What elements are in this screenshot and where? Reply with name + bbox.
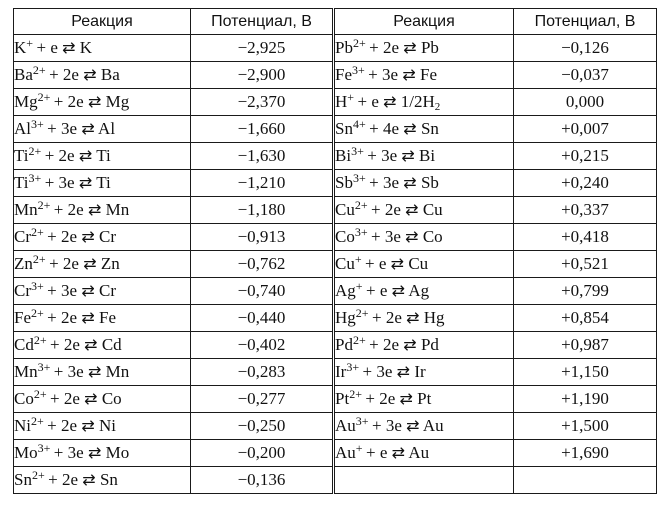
ion-charge: + [26,36,34,50]
product-symbol: Sn [99,470,118,489]
potential-cell: +0,240 [514,170,657,197]
ion-charge: 3+ [37,360,51,374]
ion-charge: 3+ [31,279,44,293]
reaction-cell: Cu+ + e ⇄ Cu [334,251,514,278]
table-row [14,332,657,359]
ion-charge: 2+ [28,144,42,158]
electrode-potentials-table [13,8,657,494]
potential-cell: −1,660 [191,116,334,143]
equilibrium-arrow-icon: ⇄ [383,92,397,111]
reaction-cell: $Cd^{2+} + 2e$ ⇄ Cd [14,332,191,359]
table-row [14,386,657,413]
reaction-cell: $Ir^{3+} + 3e$ ⇄ Ir [334,359,514,386]
product-symbol: Bi [419,146,436,165]
product-symbol: 1/2H [400,92,435,111]
electron-count: e [50,38,58,57]
reaction-cell: $Fe^{2+} + 2e$ ⇄ Fe [14,305,191,332]
empty-cell [514,467,657,494]
product-symbol: Hg [423,308,445,327]
ion-charge: 2+ [33,333,47,347]
electron-count: 3e [385,416,402,435]
reaction-cell: $Au^{3+} + 3e$ ⇄ Au [334,413,514,440]
table-row [14,413,657,440]
potential-cell: −0,136 [191,467,334,494]
ion-symbol: Ti [14,146,29,165]
reaction-cell: $Mn^{2+} + 2e$ ⇄ Mn [14,197,191,224]
potential-cell: +1,500 [514,413,657,440]
reaction-cell: $Sn^{2+} + 2e$ ⇄ Sn [14,467,191,494]
product-symbol: Au [422,416,444,435]
product-symbol: Ni [98,416,116,435]
electron-count: 3e [382,65,399,84]
product-symbol: Pt [417,389,432,408]
ion-symbol: Au [335,416,356,435]
reaction-cell: $Cr^{2+} + 2e$ ⇄ Cr [14,224,191,251]
reaction-cell: K+ + e ⇄ K [14,35,191,62]
ion-charge: 2+ [37,90,51,104]
electron-count: 2e [62,65,79,84]
reaction-cell: $Hg^{2+} + 2e$ ⇄ Hg [334,305,514,332]
potential-cell: +0,337 [514,197,657,224]
product-symbol: Mg [105,92,130,111]
table-row [14,62,657,89]
ion-charge: 2+ [349,387,362,401]
ion-charge: 2+ [354,198,368,212]
reaction-cell: Au+ + e ⇄ Au [334,440,514,467]
ion-symbol: Ir [335,362,347,381]
electron-count: e [371,92,379,111]
potential-cell: −0,740 [191,278,334,305]
potential-cell: −0,200 [191,440,334,467]
potential-cell: +1,150 [514,359,657,386]
reaction-cell: $Pt^{2+} + 2e$ ⇄ Pt [334,386,514,413]
table-row [14,359,657,386]
ion-symbol: Co [14,389,34,408]
product-symbol: Ir [414,362,426,381]
equilibrium-arrow-icon: ⇄ [81,281,95,300]
equilibrium-arrow-icon: ⇄ [405,200,419,219]
potential-cell: −2,370 [191,89,334,116]
potential-cell: +0,007 [514,116,657,143]
ion-charge: 3+ [37,441,51,455]
ion-symbol: Fe [335,65,352,84]
header-reaction-left: Реакция [14,9,191,35]
equilibrium-arrow-icon: ⇄ [399,389,413,408]
product-symbol: Sb [420,173,439,192]
ion-symbol: Ni [14,416,31,435]
product-symbol: K [79,38,93,57]
electron-count: 2e [61,308,78,327]
product-symbol: Mn [105,200,130,219]
ion-symbol: Pt [335,389,350,408]
electron-count: 2e [383,335,400,354]
ion-symbol: Au [335,443,356,462]
table-row [14,89,657,116]
ion-symbol: Mn [14,200,38,219]
product-symbol: Cd [101,335,122,354]
potential-cell: −2,900 [191,62,334,89]
ion-charge: 3+ [31,117,44,131]
potential-cell: +0,799 [514,278,657,305]
ion-symbol: Cr [14,281,31,300]
product-symbol: Cr [98,281,116,300]
ion-symbol: Cd [14,335,34,354]
equilibrium-arrow-icon: ⇄ [81,227,95,246]
equilibrium-arrow-icon: ⇄ [87,362,102,381]
ion-symbol: H [335,92,348,111]
equilibrium-arrow-icon: ⇄ [62,38,76,57]
product-symbol: Zn [100,254,120,273]
equilibrium-arrow-icon: ⇄ [391,281,406,300]
table-row [14,305,657,332]
reaction-cell: $Pd^{2+} + 2e$ ⇄ Pd [334,332,514,359]
reaction-cell: Ag+ + e ⇄ Ag [334,278,514,305]
ion-symbol: Mg [14,92,38,111]
electron-count: 2e [61,227,78,246]
ion-charge: 2+ [352,333,366,347]
ion-charge: 2+ [352,36,366,50]
ion-charge: 2+ [31,414,44,428]
ion-charge: 3+ [355,414,369,428]
product-symbol: Au [408,443,430,462]
electron-count: 3e [67,443,84,462]
electron-count: 2e [63,335,80,354]
equilibrium-arrow-icon: ⇄ [390,254,405,273]
table-row [14,35,657,62]
header-potential-left: Потенциал, В [191,9,334,35]
ion-symbol: Ti [14,173,29,192]
ion-symbol: Fe [14,308,31,327]
ion-symbol: Cu [335,254,355,273]
product-symbol: Ti [96,173,111,192]
product-symbol: Co [101,389,122,408]
potential-cell: +0,215 [514,143,657,170]
electron-count: 2e [383,38,400,57]
reaction-cell: $Zn^{2+} + 2e$ ⇄ Zn [14,251,191,278]
equilibrium-arrow-icon: ⇄ [402,65,416,84]
electron-count: 3e [381,146,398,165]
product-symbol: Ba [100,65,120,84]
table-row [14,278,657,305]
electron-count: 3e [61,119,78,138]
product-symbol: Pd [420,335,439,354]
potential-cell: +0,987 [514,332,657,359]
equilibrium-arrow-icon: ⇄ [391,443,406,462]
ion-symbol: Sb [335,173,353,192]
equilibrium-arrow-icon: ⇄ [81,416,95,435]
ion-charge: + [355,279,363,293]
electron-count: 2e [67,200,84,219]
electron-count: 4e [383,119,400,138]
ion-charge: + [354,252,362,266]
equilibrium-arrow-icon: ⇄ [81,119,95,138]
table-row [14,170,657,197]
electron-count: 3e [384,227,401,246]
header-row [14,9,657,35]
potential-cell: +0,521 [514,251,657,278]
electron-count: 3e [383,173,400,192]
ion-charge: 3+ [354,225,368,239]
product-symbol: Fe [98,308,116,327]
empty-cell [334,467,514,494]
electron-count: 2e [385,308,402,327]
equilibrium-arrow-icon: ⇄ [78,173,93,192]
potential-cell: +0,854 [514,305,657,332]
ion-symbol: Mn [14,362,38,381]
ion-charge: 2+ [37,198,51,212]
electron-count: 2e [379,389,396,408]
ion-symbol: Bi [335,146,352,165]
reaction-cell: $Mo^{3+} + 3e$ ⇄ Mo [14,440,191,467]
reaction-cell: $Fe^{3+} + 3e$ ⇄ Fe [334,62,514,89]
electron-count: e [378,254,387,273]
electron-count: 2e [63,389,80,408]
electron-count: 2e [62,470,79,489]
equilibrium-arrow-icon: ⇄ [82,470,96,489]
ion-charge: 2+ [31,468,45,482]
equilibrium-arrow-icon: ⇄ [84,389,98,408]
ion-charge: 2+ [31,306,44,320]
ion-symbol: Pd [335,335,353,354]
reaction-cell: $Mg^{2+} + 2e$ ⇄ Mg [14,89,191,116]
product-symbol: Fe [419,65,437,84]
reaction-cell: H+ + e ⇄ $1/2H_2$ [334,89,514,116]
table-row [14,224,657,251]
ion-charge: 3+ [352,171,366,185]
reaction-cell: $Al^{3+} + 3e$ ⇄ Al [14,116,191,143]
ion-symbol: Cr [14,227,31,246]
potential-cell: −0,440 [191,305,334,332]
table-row [14,467,657,494]
electron-count: 3e [67,362,84,381]
ion-charge: 2+ [355,306,369,320]
reaction-cell: $Cu^{2+} + 2e$ ⇄ Cu [334,197,514,224]
product-symbol: Sn [420,119,439,138]
equilibrium-arrow-icon: ⇄ [84,335,98,354]
equilibrium-arrow-icon: ⇄ [406,308,420,327]
reaction-cell: $Bi^{3+} + 3e$ ⇄ Bi [334,143,514,170]
potential-cell: −0,762 [191,251,334,278]
potential-cell: −0,283 [191,359,334,386]
potential-cell: +0,418 [514,224,657,251]
table-row [14,143,657,170]
product-symbol: Cr [98,227,116,246]
ion-symbol: Pb [335,38,353,57]
electron-count: 2e [58,146,75,165]
potential-cell: +1,690 [514,440,657,467]
product-symbol: Cu [422,200,443,219]
electron-count: 2e [61,416,78,435]
table-row [14,116,657,143]
reaction-cell: $Ti^{2+} + 2e$ ⇄ Ti [14,143,191,170]
electron-count: 2e [67,92,84,111]
potential-cell: −0,277 [191,386,334,413]
table-row [14,440,657,467]
ion-charge: 2+ [33,387,47,401]
equilibrium-arrow-icon: ⇄ [87,92,102,111]
table-row [14,197,657,224]
reaction-cell: $Sb^{3+} + 3e$ ⇄ Sb [334,170,514,197]
equilibrium-arrow-icon: ⇄ [396,362,411,381]
ion-charge: + [355,441,363,455]
equilibrium-arrow-icon: ⇄ [403,38,417,57]
equilibrium-arrow-icon: ⇄ [401,146,415,165]
ion-symbol: Ag [335,281,356,300]
ion-charge: 2+ [31,225,44,239]
equilibrium-arrow-icon: ⇄ [83,65,97,84]
equilibrium-arrow-icon: ⇄ [83,254,97,273]
potential-cell: −2,925 [191,35,334,62]
equilibrium-arrow-icon: ⇄ [87,443,102,462]
product-symbol: Ag [408,281,430,300]
ion-charge: 2+ [32,252,46,266]
equilibrium-arrow-icon: ⇄ [87,200,102,219]
reaction-cell: $Ba^{2+} + 2e$ ⇄ Ba [14,62,191,89]
electron-count: e [379,443,388,462]
product-symbol: Co [422,227,443,246]
ion-charge: 2+ [32,63,46,77]
ion-symbol: Sn [14,470,32,489]
ion-charge: + [347,90,355,104]
reaction-cell: $Cr^{3+} + 3e$ ⇄ Cr [14,278,191,305]
equilibrium-arrow-icon: ⇄ [403,335,417,354]
potential-cell: 0,000 [514,89,657,116]
product-symbol: Cu [408,254,429,273]
reaction-cell: $Sn^{4+} + 4e$ ⇄ Sn [334,116,514,143]
equilibrium-arrow-icon: ⇄ [78,146,93,165]
potential-cell: −0,126 [514,35,657,62]
ion-charge: 3+ [346,360,360,374]
header-reaction-right: Реакция [334,9,514,35]
reaction-cell: $Ti^{3+} + 3e$ ⇄ Ti [14,170,191,197]
reaction-cell: $Ni^{2+} + 2e$ ⇄ Ni [14,413,191,440]
potential-cell: −0,402 [191,332,334,359]
equilibrium-arrow-icon: ⇄ [406,416,420,435]
potential-cell: −1,630 [191,143,334,170]
potential-cell: −0,913 [191,224,334,251]
product-symbol: Mn [105,362,130,381]
product-subscript: 2 [434,101,441,113]
reaction-cell: $Co^{3+} + 3e$ ⇄ Co [334,224,514,251]
potential-cell: +1,190 [514,386,657,413]
potential-cell: −0,037 [514,62,657,89]
ion-symbol: Zn [14,254,33,273]
ion-charge: 3+ [28,171,42,185]
ion-symbol: Al [14,119,31,138]
reaction-cell: $Mn^{3+} + 3e$ ⇄ Mn [14,359,191,386]
reaction-cell: $Pb^{2+} + 2e$ ⇄ Pb [334,35,514,62]
ion-symbol: Hg [335,308,356,327]
ion-charge: 4+ [352,117,366,131]
electron-count: 3e [58,173,75,192]
ion-symbol: Mo [14,443,38,462]
product-symbol: Pb [420,38,439,57]
table-row [14,251,657,278]
ion-symbol: Ba [14,65,33,84]
potential-cell: −1,210 [191,170,334,197]
ion-symbol: Cu [335,200,355,219]
potential-cell: −1,180 [191,197,334,224]
equilibrium-arrow-icon: ⇄ [81,308,95,327]
ion-charge: 3+ [352,63,365,77]
header-potential-right: Потенциал, В [514,9,657,35]
electron-count: 2e [384,200,401,219]
electron-count: 3e [61,281,78,300]
product-symbol: Mo [105,443,130,462]
ion-symbol: Co [335,227,355,246]
ion-symbol: Sn [335,119,353,138]
equilibrium-arrow-icon: ⇄ [403,173,417,192]
reaction-cell: $Co^{2+} + 2e$ ⇄ Co [14,386,191,413]
product-symbol: Ti [96,146,111,165]
ion-symbol: K [14,38,27,57]
equilibrium-arrow-icon: ⇄ [403,119,417,138]
electron-count: 3e [376,362,393,381]
electron-count: 2e [62,254,79,273]
potential-cell: −0,250 [191,413,334,440]
ion-charge: 3+ [351,144,364,158]
product-symbol: Al [98,119,116,138]
electron-count: e [379,281,388,300]
equilibrium-arrow-icon: ⇄ [405,227,419,246]
